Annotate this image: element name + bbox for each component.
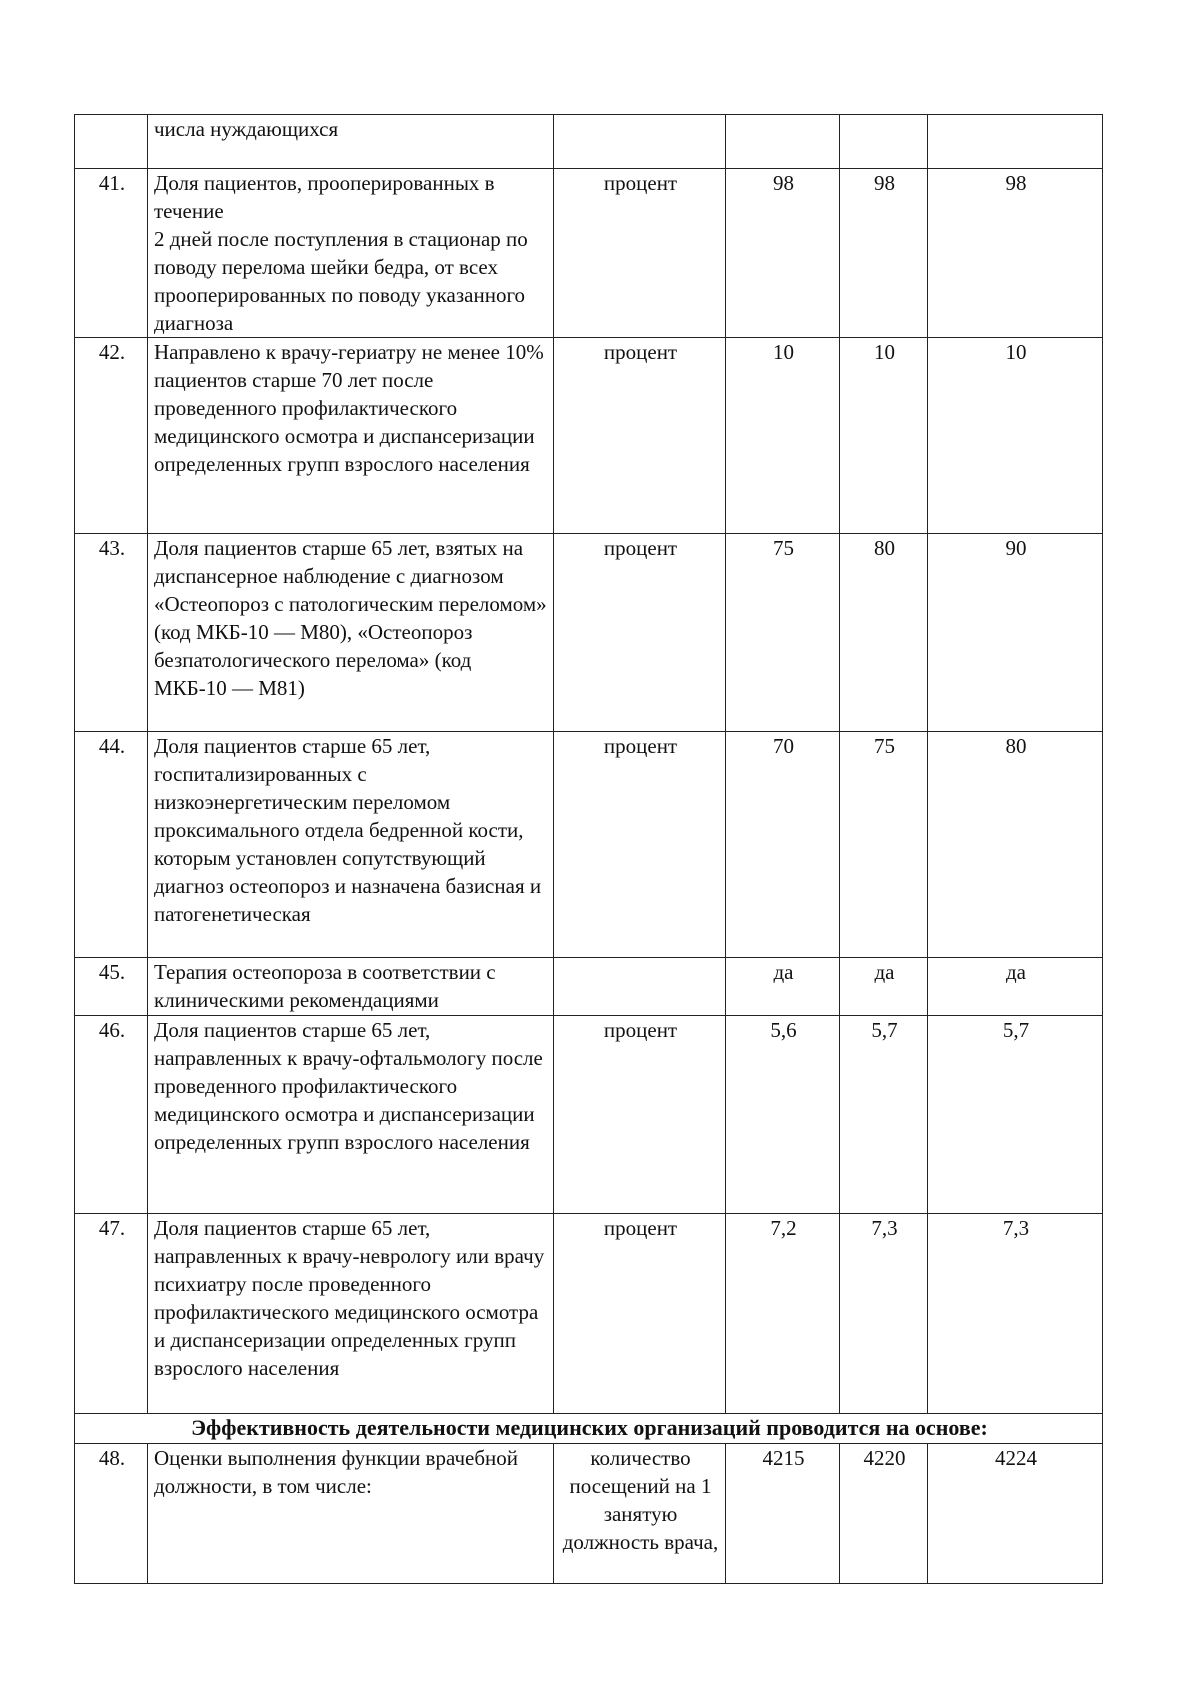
indicator-text: Терапия остеопороза в соответствии с клиническими рекомендациями (148, 958, 554, 1016)
value-year-3: 80 (928, 732, 1103, 958)
unit-cell: процент (554, 169, 726, 338)
value-year-2: 5,7 (840, 1016, 928, 1214)
indicator-text: Направлено к врачу-гериатру не менее 10% пациентов старше 70 лет после проведенного профилактического медицинского осмотра и диспансеризации определенных групп взрослого населения (148, 338, 554, 534)
value-year-3 (928, 115, 1103, 169)
row-number: 43. (75, 534, 148, 732)
section-heading-row (75, 1414, 1103, 1444)
value-year-3: 98 (928, 169, 1103, 338)
value-year-3: 5,7 (928, 1016, 1103, 1214)
unit-cell: процент (554, 534, 726, 732)
value-year-1: 5,6 (726, 1016, 840, 1214)
value-year-2: 10 (840, 338, 928, 534)
unit-cell (554, 958, 726, 1016)
row-number: 41. (75, 169, 148, 338)
value-year-2 (840, 115, 928, 169)
value-year-1: 7,2 (726, 1214, 840, 1414)
value-year-3: 4224 (928, 1444, 1103, 1584)
row-number: 47. (75, 1214, 148, 1414)
unit-cell: процент (554, 338, 726, 534)
indicator-text: числа нуждающихся (148, 115, 554, 169)
table-row (75, 1214, 1103, 1414)
value-year-3: 90 (928, 534, 1103, 732)
value-year-3: 10 (928, 338, 1103, 534)
table-row (75, 958, 1103, 1016)
unit-cell: процент (554, 1016, 726, 1214)
value-year-2: 7,3 (840, 1214, 928, 1414)
unit-cell: количество посещений на 1 занятую должность врача, (554, 1444, 726, 1584)
value-year-1 (726, 115, 840, 169)
table-row (75, 534, 1103, 732)
value-year-1: да (726, 958, 840, 1016)
section-heading: Эффективность деятельности медицинских организаций проводится на основе: (75, 1414, 1103, 1444)
row-number: 48. (75, 1444, 148, 1584)
value-year-2: 75 (840, 732, 928, 958)
value-year-2: 98 (840, 169, 928, 338)
value-year-2: да (840, 958, 928, 1016)
value-year-1: 4215 (726, 1444, 840, 1584)
value-year-2: 80 (840, 534, 928, 732)
indicator-text: Доля пациентов старше 65 лет, направленных к врачу-офтальмологу после проведенного профилактического медицинского осмотра и диспансеризации определенных групп взрослого населения (148, 1016, 554, 1214)
indicator-text: Оценки выполнения функции врачебной должности, в том числе: (148, 1444, 554, 1584)
unit-cell: процент (554, 732, 726, 958)
table-row (75, 115, 1103, 169)
value-year-2: 4220 (840, 1444, 928, 1584)
row-number: 44. (75, 732, 148, 958)
value-year-1: 70 (726, 732, 840, 958)
value-year-1: 10 (726, 338, 840, 534)
table-row (75, 338, 1103, 534)
unit-cell: процент (554, 1214, 726, 1414)
value-year-3: 7,3 (928, 1214, 1103, 1414)
value-year-1: 98 (726, 169, 840, 338)
row-number: 42. (75, 338, 148, 534)
table-row (75, 169, 1103, 338)
table-row (75, 1016, 1103, 1214)
unit-cell (554, 115, 726, 169)
table-row (75, 1444, 1103, 1584)
row-number: 46. (75, 1016, 148, 1214)
table-row (75, 732, 1103, 958)
indicator-text: Доля пациентов старше 65 лет, направленных к врачу-неврологу или врачу психиатру после проведенного профилактического медицинского осмотра и диспансеризации определенных групп взрослого населения (148, 1214, 554, 1414)
value-year-1: 75 (726, 534, 840, 732)
indicators-table (74, 114, 1103, 1584)
row-number: 45. (75, 958, 148, 1016)
indicator-text: Доля пациентов старше 65 лет, госпитализированных с низкоэнергетическим переломом проксимального отдела бедренной кости, которым установлен сопутствующий диагноз остеопороз и назначена базисная и патогенетическая (148, 732, 554, 958)
value-year-3: да (928, 958, 1103, 1016)
indicator-text: Доля пациентов старше 65 лет, взятых на диспансерное наблюдение с диагнозом «Остеопороз с патологическим переломом» (код МКБ-10 — М80), «Остеопороз безпатологического перелома» (код МКБ-10 — М81) (148, 534, 554, 732)
indicator-text: Доля пациентов, прооперированных в течение 2 дней после поступления в стационар по поводу перелома шейки бедра, от всех прооперированных по поводу указанного диагноза (148, 169, 554, 338)
row-number (75, 115, 148, 169)
